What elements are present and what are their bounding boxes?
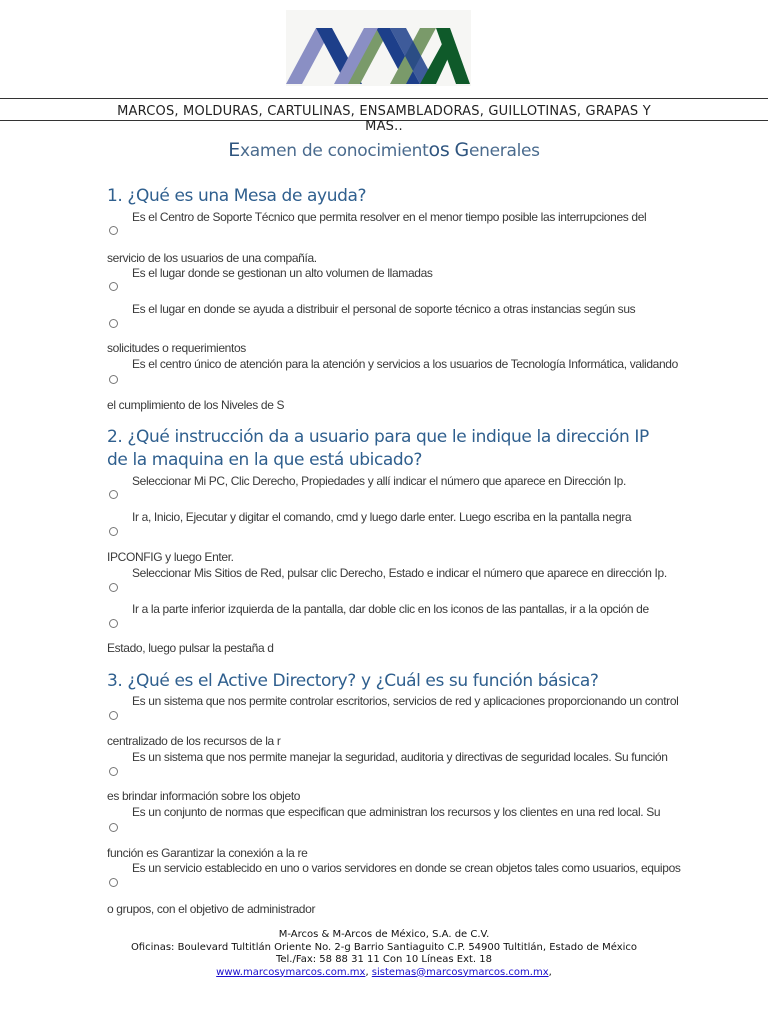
q3-option-4-text: Es un servicio establecido en uno o varios servidores en donde se crean objetos tales como usuarios, equipos	[132, 861, 681, 875]
q1-option-2-radio[interactable]	[109, 282, 118, 291]
q3-option-4-text-cont: o grupos, con el objetivo de administrador	[107, 902, 316, 916]
q1-option-3-radio[interactable]	[109, 319, 118, 328]
q3-option-1-text: Es un sistema que nos permite controlar escritorios, servicios de red y aplicaciones proporcionando un control	[132, 694, 679, 708]
footer-links: www.marcosymarcos.com.mx, sistemas@marcosymarcos.com.mx,	[216, 966, 552, 978]
footer-company: M-Arcos & M-Arcos de México, S.A. de C.V.	[278, 929, 490, 940]
q1-option-4-text: Es el centro único de atención para la atención y servicios a los usuarios de Tecnología Informática, validando	[132, 357, 678, 371]
footer-address: Oficinas: Boulevard Tultitlán Oriente No. 2-g Barrio Santiaguito C.P. 54900 Tultitlán, Estado de México	[130, 941, 638, 953]
question-1-title: 1. ¿Qué es una Mesa de ayuda?	[107, 186, 367, 206]
q1-option-1-radio[interactable]	[109, 226, 118, 235]
logo-graphic	[286, 10, 471, 86]
q3-option-2-text-cont: es brindar información sobre los objeto	[107, 789, 301, 803]
footer-email-link[interactable]: sistemas@marcosymarcos.com.mx	[371, 966, 549, 978]
q2-option-3-text: Seleccionar Mis Sitios de Red, pulsar clic Derecho, Estado e indicar el número que aparece en dirección Ip.	[132, 566, 667, 580]
q1-option-3-text: Es el lugar en donde se ayuda a distribuir el personal de soporte técnico a otras instancias según sus	[132, 302, 636, 316]
q2-option-4-text: Ir a la parte inferior izquierda de la pantalla, dar doble clic en los iconos de las pantallas, ir a la opción de	[132, 602, 649, 616]
q1-option-4-text-cont: el cumplimiento de los Niveles de S	[107, 398, 285, 412]
exam-title: Examen de conocimientos Generales	[228, 139, 540, 161]
q1-option-4-radio[interactable]	[109, 375, 118, 384]
q1-option-1-text: Es el Centro de Soporte Técnico que permita resolver en el menor tiempo posible las interrupciones del	[132, 210, 647, 224]
q3-option-2-text: Es un sistema que nos permite manejar la seguridad, auditoria y directivas de seguridad locales. Su función	[132, 750, 668, 764]
q2-option-4-text-cont: Estado, luego pulsar la pestaña d	[107, 641, 274, 655]
q3-option-3-text-cont: función es Garantizar la conexión a la re	[107, 846, 308, 860]
company-logo	[286, 10, 471, 86]
q2-option-1-text: Seleccionar Mi PC, Clic Derecho, Propiedades y allí indicar el número que aparece en Dirección Ip.	[132, 474, 626, 488]
q3-option-1-radio[interactable]	[109, 711, 118, 720]
q2-option-2-text: Ir a, Inicio, Ejecutar y digitar el comando, cmd y luego darle enter. Luego escriba en la pantalla negra	[132, 510, 632, 524]
footer-website-link[interactable]: www.marcosymarcos.com.mx	[216, 966, 366, 978]
q1-option-1-text-cont: servicio de los usuarios de una compañía.	[107, 251, 317, 265]
q2-option-2-radio[interactable]	[109, 527, 118, 536]
q2-option-1-radio[interactable]	[109, 490, 118, 499]
q3-option-4-radio[interactable]	[109, 878, 118, 887]
page-footer	[0, 929, 768, 979]
q1-option-2-text: Es el lugar donde se gestionan un alto volumen de llamadas	[132, 266, 433, 280]
q3-option-1-text-cont: centralizado de los recursos de la r	[107, 734, 281, 748]
q3-option-3-text: Es un conjunto de normas que especifican que administran los recursos y los clientes en una red local. Su	[132, 805, 661, 819]
q2-option-4-radio[interactable]	[109, 619, 118, 628]
header-top-rule	[0, 98, 768, 99]
q1-option-3-text-cont: solicitudes o requerimientos	[107, 341, 246, 355]
question-3-title: 3. ¿Qué es el Active Directory? y ¿Cuál es su función básica?	[107, 671, 599, 691]
q2-option-2-text-cont: IPCONFIG y luego Enter.	[107, 550, 234, 564]
q2-option-3-radio[interactable]	[109, 583, 118, 592]
q3-option-3-radio[interactable]	[109, 823, 118, 832]
question-2-title: 2. ¿Qué instrucción da a usuario para que le indique la dirección IP de la maquina en la que está ubicado?	[107, 427, 649, 470]
company-tagline: MARCOS, MOLDURAS, CARTULINAS, ENSAMBLADORAS, GUILLOTINAS, GRAPAS Y MAS..	[117, 104, 651, 134]
footer-phone: Tel./Fax: 58 88 31 11 Con 10 Líneas Ext. 18	[275, 954, 493, 965]
q3-option-2-radio[interactable]	[109, 767, 118, 776]
